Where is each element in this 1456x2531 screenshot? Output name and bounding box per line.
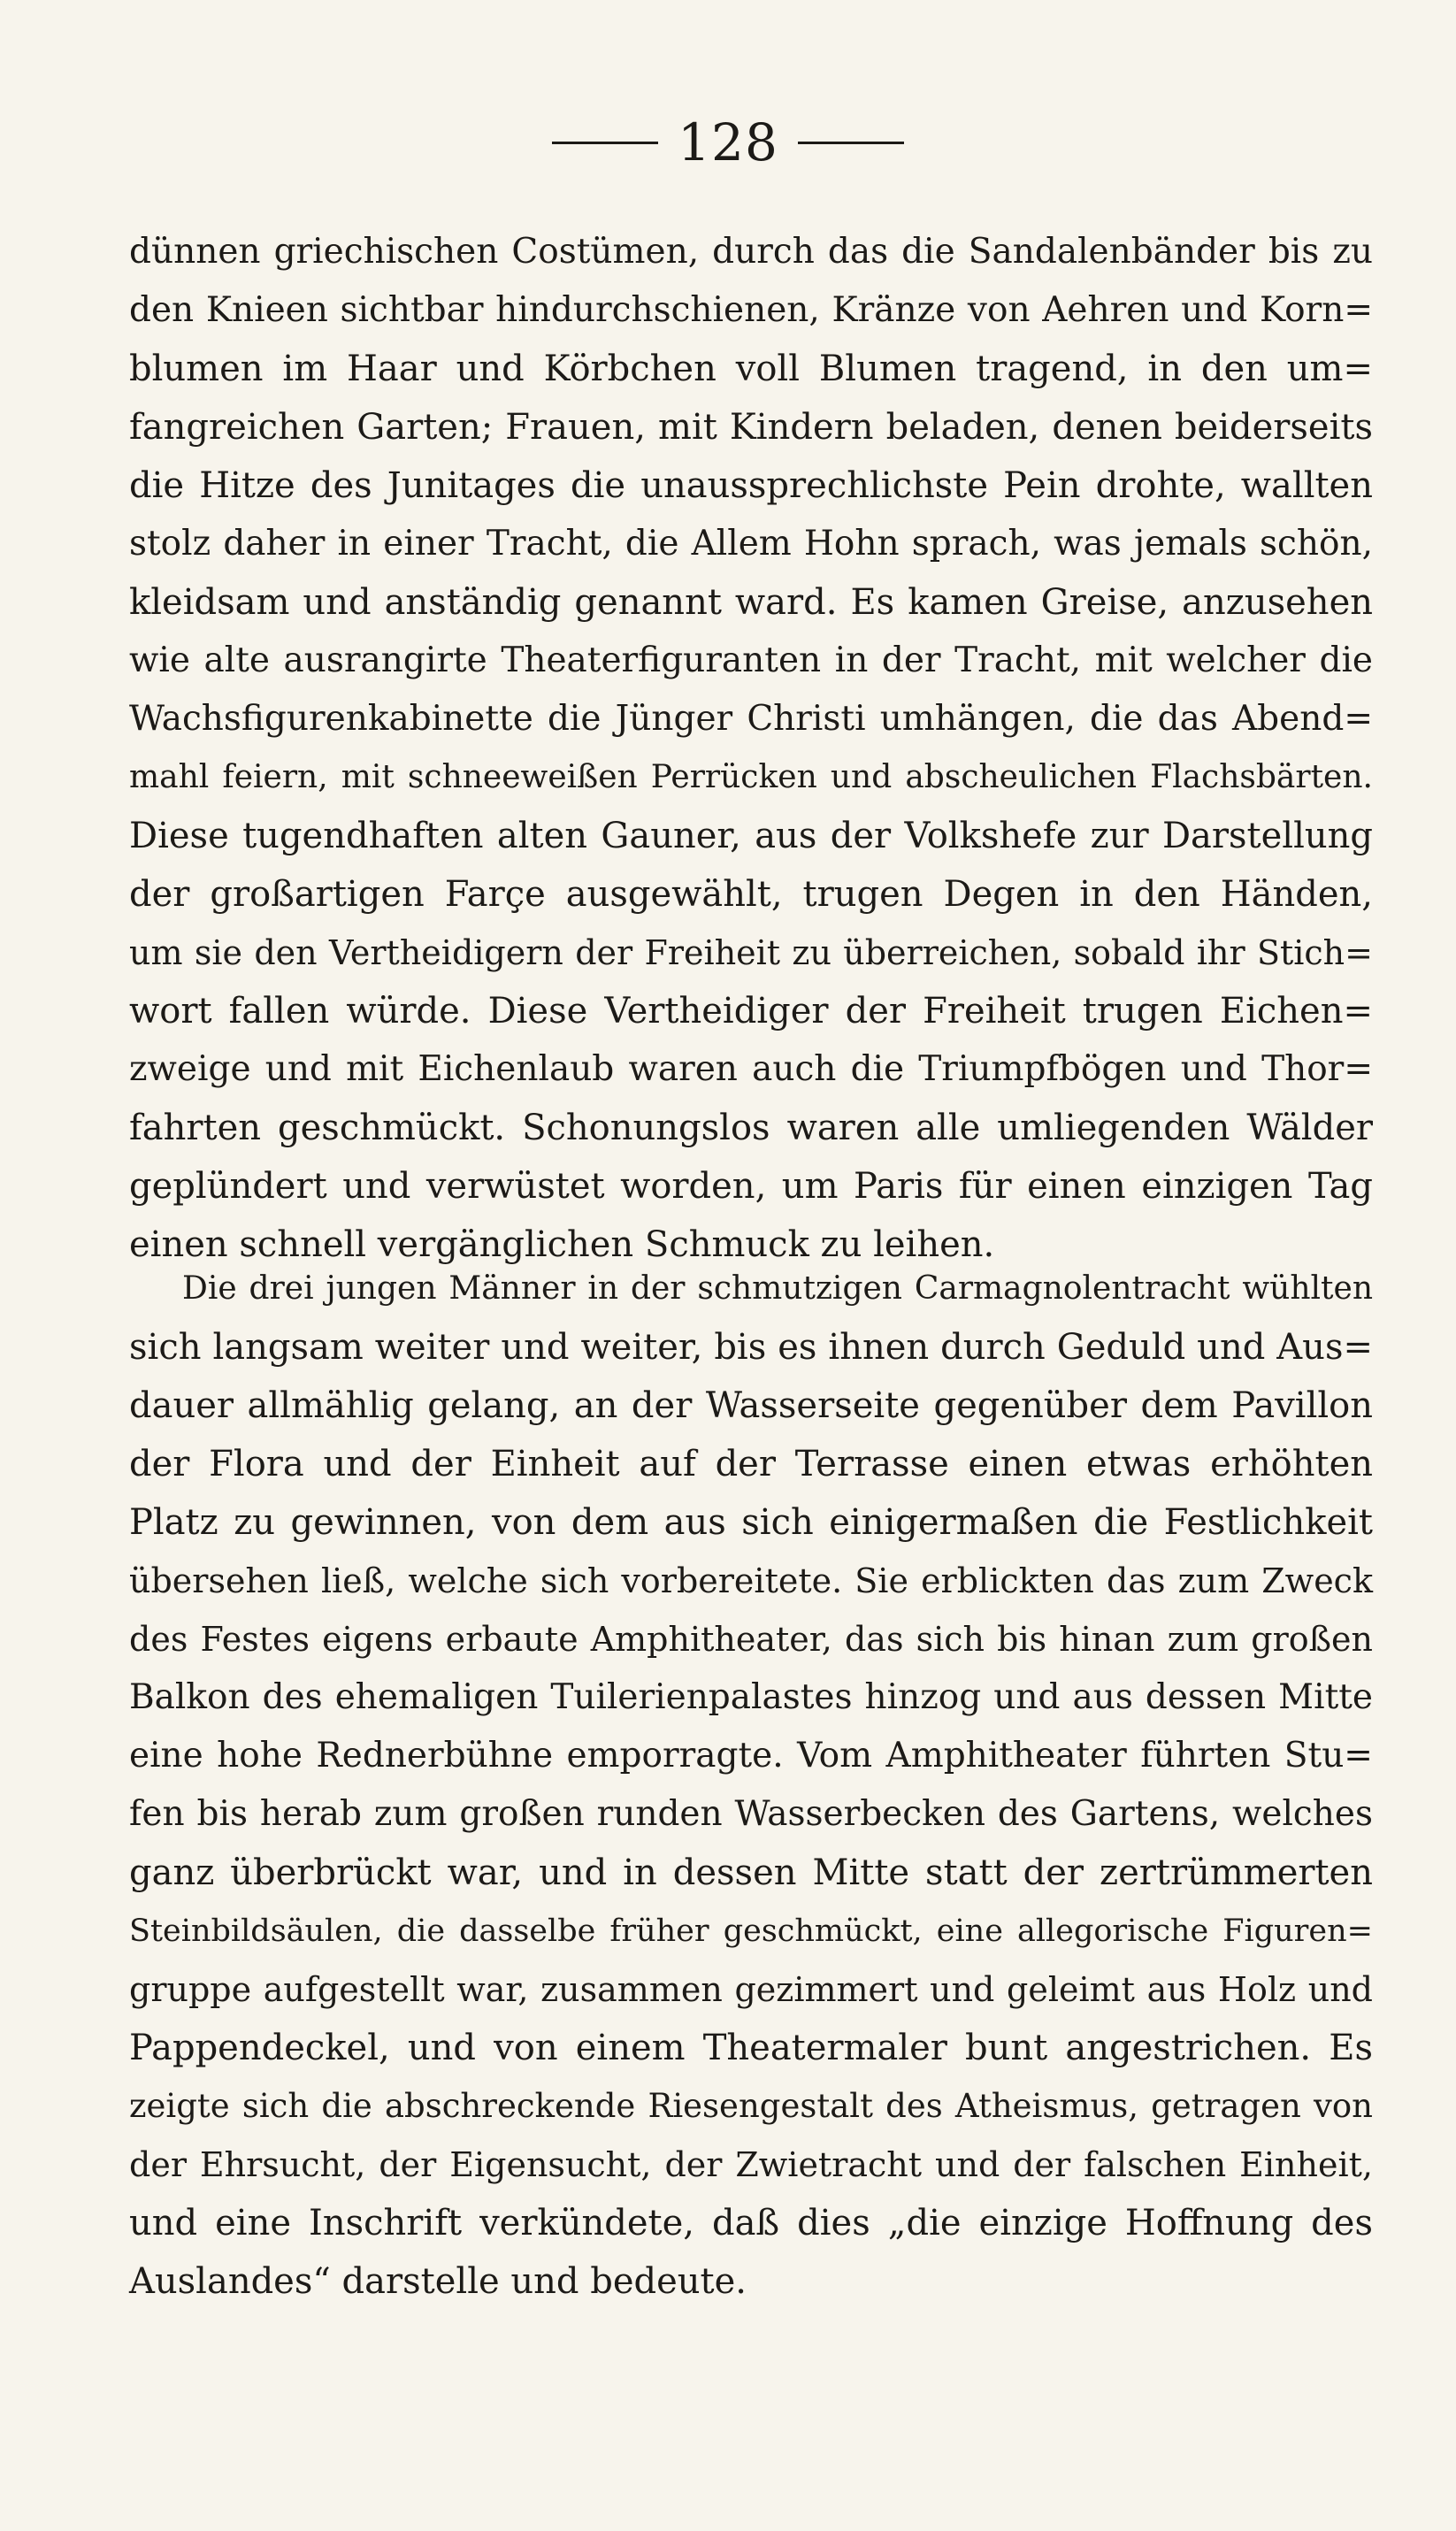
paragraph-2 (129, 1260, 1373, 2311)
page-number: 128 (678, 112, 778, 173)
text-line: zeigte sich die abschreckende Riesengestalt des Atheismus, getragen von (129, 2087, 1373, 2125)
header-dash-right (798, 142, 904, 144)
text-line: Auslandes“ darstelle und bedeute. (129, 2261, 747, 2302)
text-line: fangreichen Garten; Frauen, mit Kindern beladen, denen beiderseits (129, 407, 1373, 448)
text-line: wie alte ausrangirte Theaterfiguranten in der Tracht, mit welcher die (129, 640, 1373, 680)
text-line: geplündert und verwüstet worden, um Paris für einen einzigen Tag (129, 1166, 1373, 1207)
text-line: ganz überbrückt war, und in dessen Mitte statt der zertrümmerten (129, 1852, 1373, 1893)
text-line: und eine Inschrift verkündete, daß dies „die einzige Hoffnung des (129, 2203, 1373, 2243)
text-line: Wachsfigurenkabinette die Jünger Christi umhängen, die das Abend= (129, 699, 1373, 739)
text-line: eine hohe Rednerbühne emporragte. Vom Amphitheater führten Stu= (129, 1736, 1373, 1776)
text-line: Pappendeckel, und von einem Theatermaler bunt angestrichen. Es (129, 2028, 1373, 2068)
text-line: übersehen ließ, welche sich vorbereitete. Sie erblickten das zum Zweck (129, 1561, 1373, 1600)
text-line: der Flora und der Einheit auf der Terrasse einen etwas erhöhten (129, 1444, 1373, 1484)
text-line: sich langsam weiter und weiter, bis es ihnen durch Geduld und Aus= (129, 1327, 1373, 1368)
text-line: Balkon des ehemaligen Tuilerienpalastes hinzog und aus dessen Mitte (129, 1677, 1373, 1717)
text-line: um sie den Vertheidigern der Freiheit zu überreichen, sobald ihr Stich= (129, 933, 1373, 972)
text-line: dauer allmählig gelang, an der Wasserseite gegenüber dem Pavillon (129, 1385, 1373, 1426)
text-line: stolz daher in einer Tracht, die Allem Hohn sprach, was jemals schön, (129, 524, 1373, 564)
paragraph-1 (129, 223, 1373, 1274)
text-line: den Knieen sichtbar hindurchschienen, Kränze von Aehren und Korn= (129, 290, 1373, 330)
text-line: der großartigen Farçe ausgewählt, trugen Degen in den Händen, (129, 874, 1373, 915)
text-line: Steinbildsäulen, die dasselbe früher geschmückt, eine allegorische Figuren= (129, 1914, 1373, 1949)
text-line: zweige und mit Eichenlaub waren auch die Triumpfbögen und Thor= (129, 1049, 1373, 1089)
page-header (0, 112, 1456, 173)
text-line: einen schnell vergänglichen Schmuck zu leihen. (129, 1224, 995, 1265)
text-line: wort fallen würde. Diese Vertheidiger der Freiheit trugen Eichen= (129, 991, 1373, 1032)
text-line: fahrten geschmückt. Schonungslos waren alle umliegenden Wälder (129, 1108, 1373, 1148)
text-line: mahl feiern, mit schneeweißen Perrücken und abscheulichen Flachsbärten. (129, 759, 1373, 795)
text-line: dünnen griechischen Costümen, durch das die Sandalenbänder bis zu (129, 232, 1373, 272)
text-line: der Ehrsucht, der Eigensucht, der Zwietracht und der falschen Einheit, (129, 2145, 1373, 2184)
text-line: blumen im Haar und Körbchen voll Blumen tragend, in den um= (129, 349, 1373, 389)
text-line: die Hitze des Junitages die unaussprechlichste Pein drohte, wallten (129, 465, 1373, 506)
text-line: gruppe aufgestellt war, zusammen gezimmert und geleimt aus Holz und (129, 1970, 1373, 2009)
text-line: Platz zu gewinnen, von dem aus sich einigermaßen die Festlichkeit (129, 1502, 1373, 1543)
text-line: Diese tugendhaften alten Gauner, aus der Volkshefe zur Darstellung (129, 816, 1373, 856)
header-dash-left (552, 142, 658, 144)
text-line: Die drei jungen Männer in der schmutzigen Carmagnolentracht wühlten (182, 1270, 1373, 1307)
text-line: fen bis herab zum großen runden Wasserbecken des Gartens, welches (129, 1794, 1373, 1834)
text-line: kleidsam und anständig genannt ward. Es kamen Greise, anzusehen (129, 582, 1373, 623)
text-line: des Festes eigens erbaute Amphitheater, das sich bis hinan zum großen (129, 1620, 1373, 1659)
